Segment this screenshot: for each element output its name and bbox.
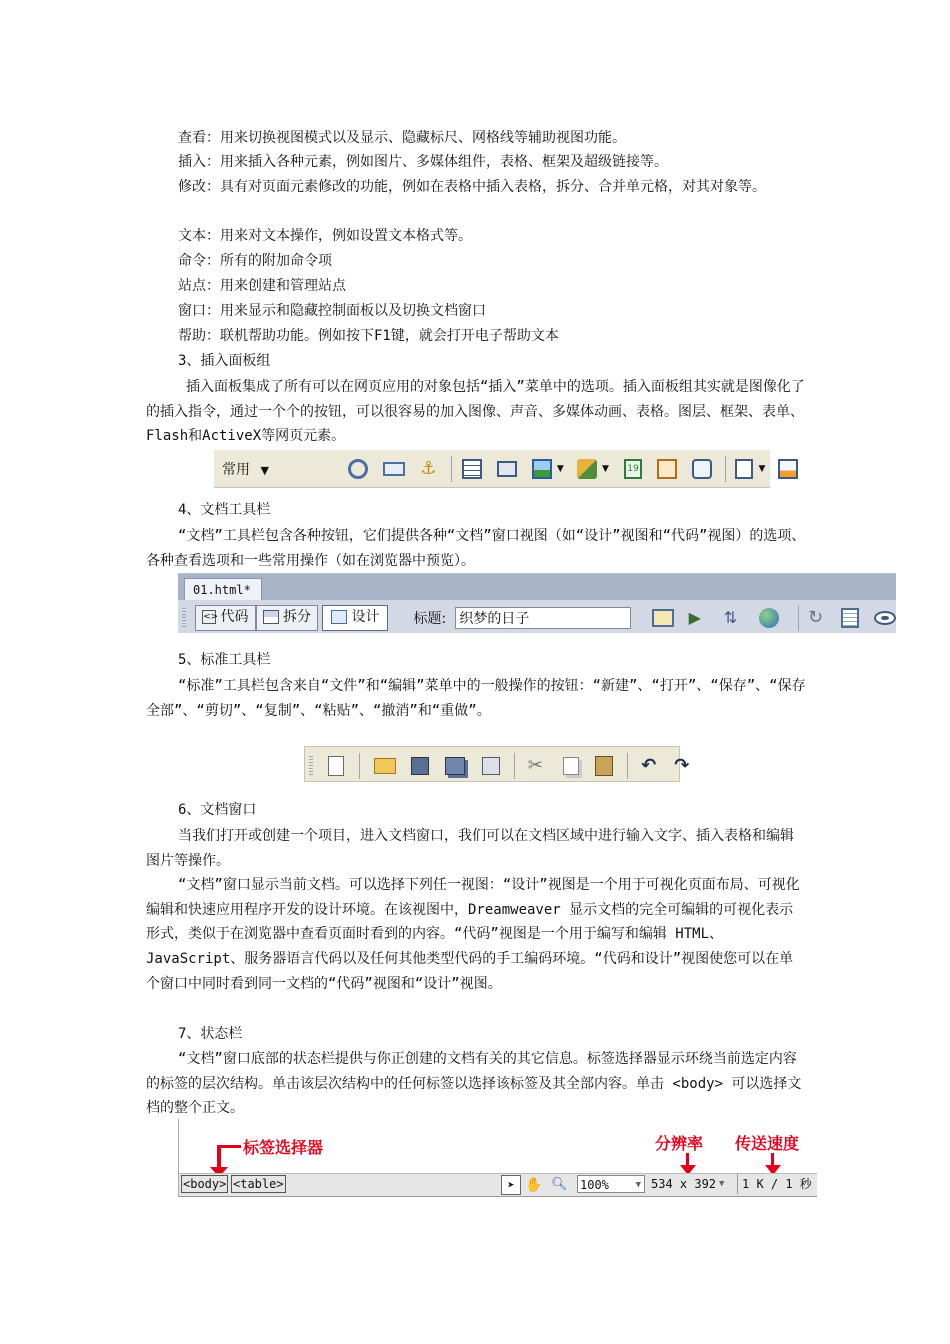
hand-tool-icon[interactable]: ✋ bbox=[525, 1177, 543, 1193]
menu-desc-commands: 命令：所有的附加命令项 bbox=[178, 253, 332, 269]
code-view-label: 代码 bbox=[220, 609, 249, 625]
media-dropdown-icon[interactable]: ▼ bbox=[601, 464, 609, 474]
select-tool-icon[interactable]: ➤ bbox=[501, 1175, 521, 1195]
date-icon[interactable]: 19 bbox=[624, 459, 642, 479]
menu-desc-help: 帮助：联机帮助功能。例如按下F1键，就会打开电子帮助文本 bbox=[178, 328, 559, 344]
section-6-paragraph-1: 当我们打开或创建一个项目，进入文档窗口，我们可以在文档区域中进行输入文字、插入表格和编辑图片等操作。 bbox=[146, 828, 794, 869]
globe-icon[interactable] bbox=[759, 608, 779, 628]
insert-category-label: 常用 bbox=[222, 462, 250, 478]
design-view-button[interactable] bbox=[322, 605, 388, 631]
separator bbox=[627, 753, 628, 779]
separator bbox=[725, 456, 726, 482]
refresh-design-icon[interactable]: ⇅ bbox=[723, 608, 738, 627]
print-icon[interactable] bbox=[482, 757, 500, 775]
document-tab[interactable]: 01.html* bbox=[184, 578, 262, 600]
view-options-icon[interactable] bbox=[841, 608, 859, 628]
tag-inspector-icon[interactable] bbox=[778, 459, 798, 479]
undo-icon[interactable]: ↶ bbox=[641, 755, 657, 776]
title-label: 标题: bbox=[413, 611, 447, 627]
zoom-tool-icon[interactable]: 🔍︎ bbox=[551, 1177, 568, 1192]
status-bar-figure bbox=[178, 1119, 816, 1197]
refresh-icon[interactable]: ↻ bbox=[808, 607, 824, 628]
paste-icon[interactable] bbox=[595, 756, 613, 776]
zoom-value: 100% bbox=[580, 1178, 609, 1192]
insert-category-dropdown[interactable] bbox=[222, 459, 322, 479]
chevron-down-icon: ▼ bbox=[635, 1180, 641, 1190]
split-view-label: 拆分 bbox=[283, 609, 311, 625]
insert-panel-toolbar bbox=[214, 450, 770, 488]
menu-desc-insert: 插入：用来插入各种元素，例如图片、多媒体组件，表格、框架及超级链接等。 bbox=[178, 154, 668, 170]
status-bar bbox=[179, 1173, 817, 1197]
cut-icon[interactable]: ✂ bbox=[527, 755, 543, 776]
image-dropdown-icon[interactable]: ▼ bbox=[556, 464, 564, 474]
menu-desc-site: 站点：用来创建和管理站点 bbox=[178, 278, 346, 294]
split-view-button[interactable] bbox=[256, 605, 318, 631]
tag-body[interactable]: <body> bbox=[183, 1177, 227, 1191]
file-management-icon[interactable] bbox=[652, 609, 674, 627]
hyperlink-icon[interactable] bbox=[348, 459, 368, 479]
section-3-heading: 3、插入面板组 bbox=[178, 353, 271, 369]
download-speed: 1 K / 1 秒 bbox=[737, 1174, 812, 1194]
tag-chooser-icon[interactable] bbox=[692, 459, 712, 479]
separator bbox=[798, 605, 799, 631]
menu-desc-view: 查看：用来切换视图模式以及显示、隐藏标尺、网格线等辅助视图功能。 bbox=[178, 130, 626, 146]
split-icon bbox=[263, 610, 279, 624]
design-view-label: 设计 bbox=[351, 609, 380, 625]
menu-desc-window: 窗口：用来显示和隐藏控制面板以及切换文档窗口 bbox=[178, 303, 486, 319]
section-4-body: “文档”工具栏包含各种按钮，它们提供各种“文档”窗口视图（如“设计”视图和“代码”视图）的选项、各种查看选项和一些常用操作（如在浏览器中预览）。 bbox=[146, 528, 806, 569]
section-6-paragraph-2: “文档”窗口显示当前文档。可以选择下列任一视图：“设计”视图是一个用于可视化页面布局、可视化编辑和快速应用程序开发的设计环境。在该视图中，Dreamweaver 显示文档的完全可编辑的可视化表示形式，类似于在浏览器中查看页面时看到的内容。“代码”视图是一个用于编写和编辑 HTML、JavaScript、服务器语言代码以及任何其他类型代码的手工编码环境。“代码和设计”视图使您可以在单个窗口中同时看到同一文档的“代码”视图和“设计”视图。 bbox=[146, 877, 800, 992]
visual-aids-icon[interactable] bbox=[874, 611, 896, 625]
separator bbox=[514, 753, 515, 779]
new-document-icon[interactable] bbox=[328, 756, 344, 776]
separator bbox=[451, 456, 452, 482]
email-link-icon[interactable] bbox=[383, 462, 405, 476]
preview-browser-icon[interactable]: ▶ bbox=[688, 608, 701, 627]
save-icon[interactable] bbox=[411, 757, 429, 775]
layer-icon[interactable] bbox=[497, 461, 517, 477]
save-all-icon[interactable] bbox=[445, 757, 465, 775]
comment-icon[interactable] bbox=[657, 459, 677, 479]
code-view-button[interactable] bbox=[195, 605, 255, 631]
menu-desc-text: 文本：用来对文本操作，例如设置文本格式等。 bbox=[178, 228, 472, 244]
tag-table[interactable]: <table> bbox=[233, 1177, 284, 1191]
window-size-dropdown-icon[interactable]: ▼ bbox=[719, 1179, 725, 1189]
annotation-transfer-speed: 传送速度 bbox=[735, 1134, 800, 1153]
section-3-body: 插入面板集成了所有可以在网页应用的对象包括“插入”菜单中的选项。插入面板组其实就是图像化了的插入指令，通过一个个的按钮，可以很容易的加入图像、声音、多媒体动画、表格。图层、框架、表单、Flash和ActiveX等网页元素。 bbox=[146, 379, 805, 445]
open-folder-icon[interactable] bbox=[374, 758, 396, 774]
section-6-heading: 6、文档窗口 bbox=[178, 802, 257, 818]
window-size[interactable]: 534 x 392 bbox=[651, 1177, 717, 1191]
redo-icon[interactable]: ↷ bbox=[674, 755, 690, 776]
zoom-select[interactable] bbox=[577, 1175, 645, 1193]
section-7-body: “文档”窗口底部的状态栏提供与你正创建的文档有关的其它信息。标签选择器显示环绕当前选定内容的标签的层次结构。单击该层次结构中的任何标签以选择该标签及其全部内容。单击 <body> 可以选择文档的整个正文。 bbox=[146, 1051, 802, 1117]
section-7-heading: 7、状态栏 bbox=[178, 1026, 243, 1042]
document-toolbar bbox=[178, 573, 896, 633]
copy-icon[interactable] bbox=[563, 757, 579, 775]
document-title-input[interactable]: 织梦的日子 bbox=[455, 607, 631, 629]
chevron-down-icon: ▼ bbox=[260, 464, 269, 477]
section-4-heading: 4、文档工具栏 bbox=[178, 502, 271, 518]
toolbar-grip bbox=[182, 608, 186, 628]
standard-toolbar bbox=[304, 746, 690, 782]
separator bbox=[359, 753, 360, 779]
section-5-heading: 5、标准工具栏 bbox=[178, 652, 271, 668]
menu-desc-modify: 修改：具有对页面元素修改的功能，例如在表格中插入表格，拆分、合并单元格，对其对象等。 bbox=[178, 179, 766, 195]
template-icon[interactable] bbox=[735, 459, 753, 479]
media-icon[interactable] bbox=[577, 459, 597, 479]
section-5-body: “标准”工具栏包含来自“文件”和“编辑”菜单中的一般操作的按钮：“新建”、“打开”、“保存”、“保存全部”、“剪切”、“复制”、“粘贴”、“撤消”和“重做”。 bbox=[146, 678, 806, 719]
annotation-resolution: 分辨率 bbox=[655, 1134, 704, 1153]
named-anchor-icon[interactable]: ⚓ bbox=[420, 458, 437, 479]
image-icon[interactable] bbox=[532, 459, 552, 479]
design-icon bbox=[331, 610, 347, 624]
annotation-tag-selector: 标签选择器 bbox=[243, 1138, 324, 1157]
template-dropdown-icon[interactable]: ▼ bbox=[758, 464, 766, 474]
code-icon: <> bbox=[203, 612, 219, 622]
table-icon[interactable] bbox=[462, 459, 482, 479]
toolbar-grip bbox=[309, 756, 313, 776]
